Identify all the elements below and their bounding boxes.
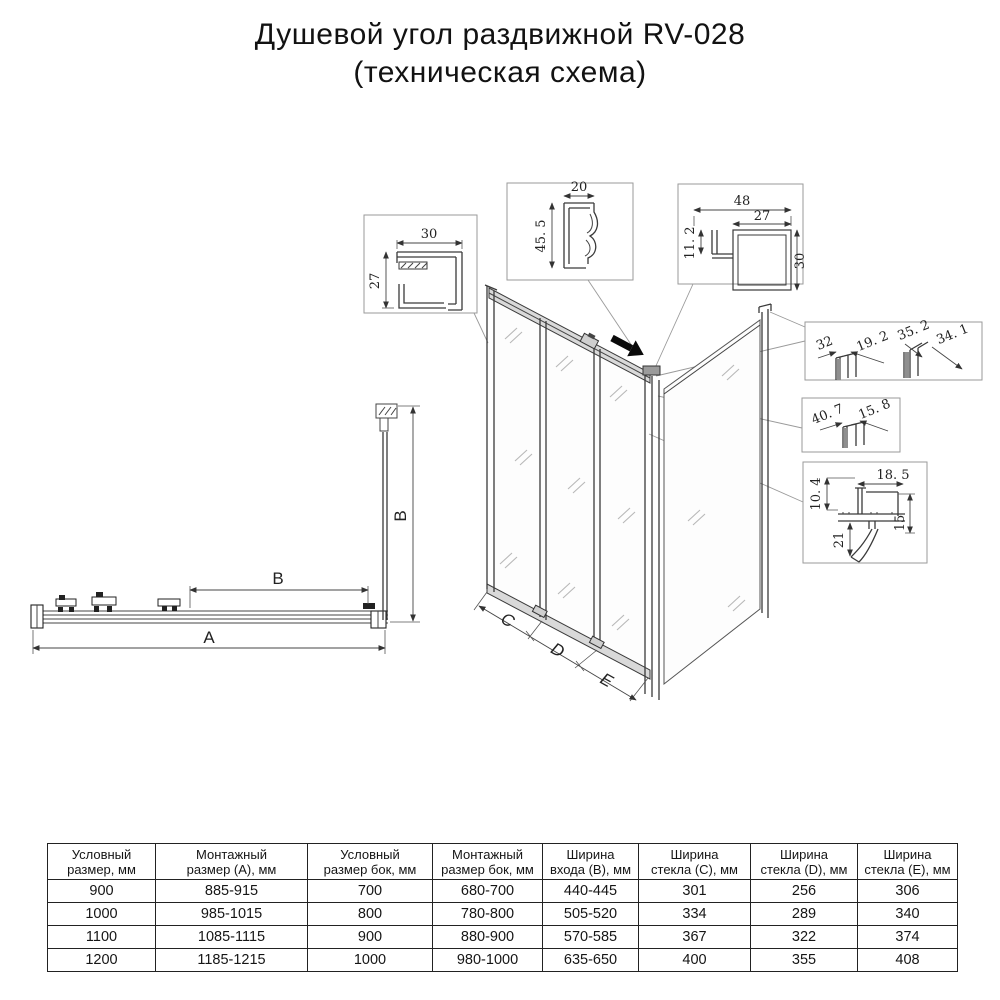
table-row: 1000 985-1015 800 780-800 505-520 334 289 340 (48, 903, 958, 926)
bottom-rail-detail (803, 462, 927, 563)
glass-joint-top-detail (805, 318, 982, 380)
dim-label: 19. 2 (854, 328, 891, 355)
top-rail-detail (507, 180, 633, 280)
col-header: Монтажный размер (А), мм (156, 844, 308, 880)
wall-profile-detail (364, 215, 477, 313)
plan-view (31, 404, 420, 654)
table-row: 1100 1085-1115 900 880-900 570-585 367 322 374 (48, 926, 958, 949)
dim-label: 48 (733, 194, 751, 209)
dim-label: 34. 1 (934, 321, 971, 348)
dim-label: 30 (420, 227, 438, 242)
table-row: 1200 1185-1215 1000 980-1000 635-650 400 355 408 (48, 949, 958, 972)
dim-label: 20 (570, 180, 588, 195)
glass-joint-mid-detail (802, 397, 900, 452)
dim-label: 45. 5 (534, 219, 549, 253)
col-header: Ширина стекла (Е), мм (858, 844, 958, 880)
col-header: Ширина стекла (С), мм (639, 844, 751, 880)
plan-b-entry-label: B (272, 569, 284, 588)
table-row: 900 885-915 700 680-700 440-445 301 256 306 (48, 880, 958, 903)
col-header: Монтажный размер бок, мм (433, 844, 543, 880)
door-isometric (485, 285, 660, 700)
col-header: Условный размер, мм (48, 844, 156, 880)
dim-label: 40. 7 (809, 401, 846, 428)
title-line-1: Душевой угол раздвижной RV-028 (254, 18, 746, 51)
dim-label: 11. 2 (683, 226, 698, 260)
dim-label: 15 (893, 514, 908, 532)
plan-b-side-label: B (391, 510, 410, 522)
panel-c-label: C (497, 608, 518, 632)
plan-a-label: A (203, 628, 215, 647)
side-panel-isometric (664, 304, 771, 684)
dim-label: 35. 2 (895, 317, 932, 344)
dim-label: 21 (832, 531, 847, 549)
table-header-row (48, 844, 958, 880)
dim-label: 30 (793, 252, 808, 270)
dim-label: 27 (368, 272, 383, 290)
size-table (47, 843, 958, 972)
panel-d-label: D (547, 638, 568, 662)
dim-label: 27 (753, 209, 771, 224)
col-header: Ширина стекла (D), мм (751, 844, 858, 880)
corner-profile-detail (678, 184, 808, 290)
title-line-2: (техническая схема) (353, 56, 647, 89)
col-header: Условный размер бок, мм (308, 844, 433, 880)
dim-label: 15. 8 (856, 396, 893, 423)
panel-e-label: E (597, 669, 617, 692)
col-header: Ширина входа (В), мм (543, 844, 639, 880)
dim-label: 32 (814, 333, 836, 354)
dim-label: 10. 4 (809, 477, 824, 511)
dim-label: 18. 5 (876, 468, 910, 483)
